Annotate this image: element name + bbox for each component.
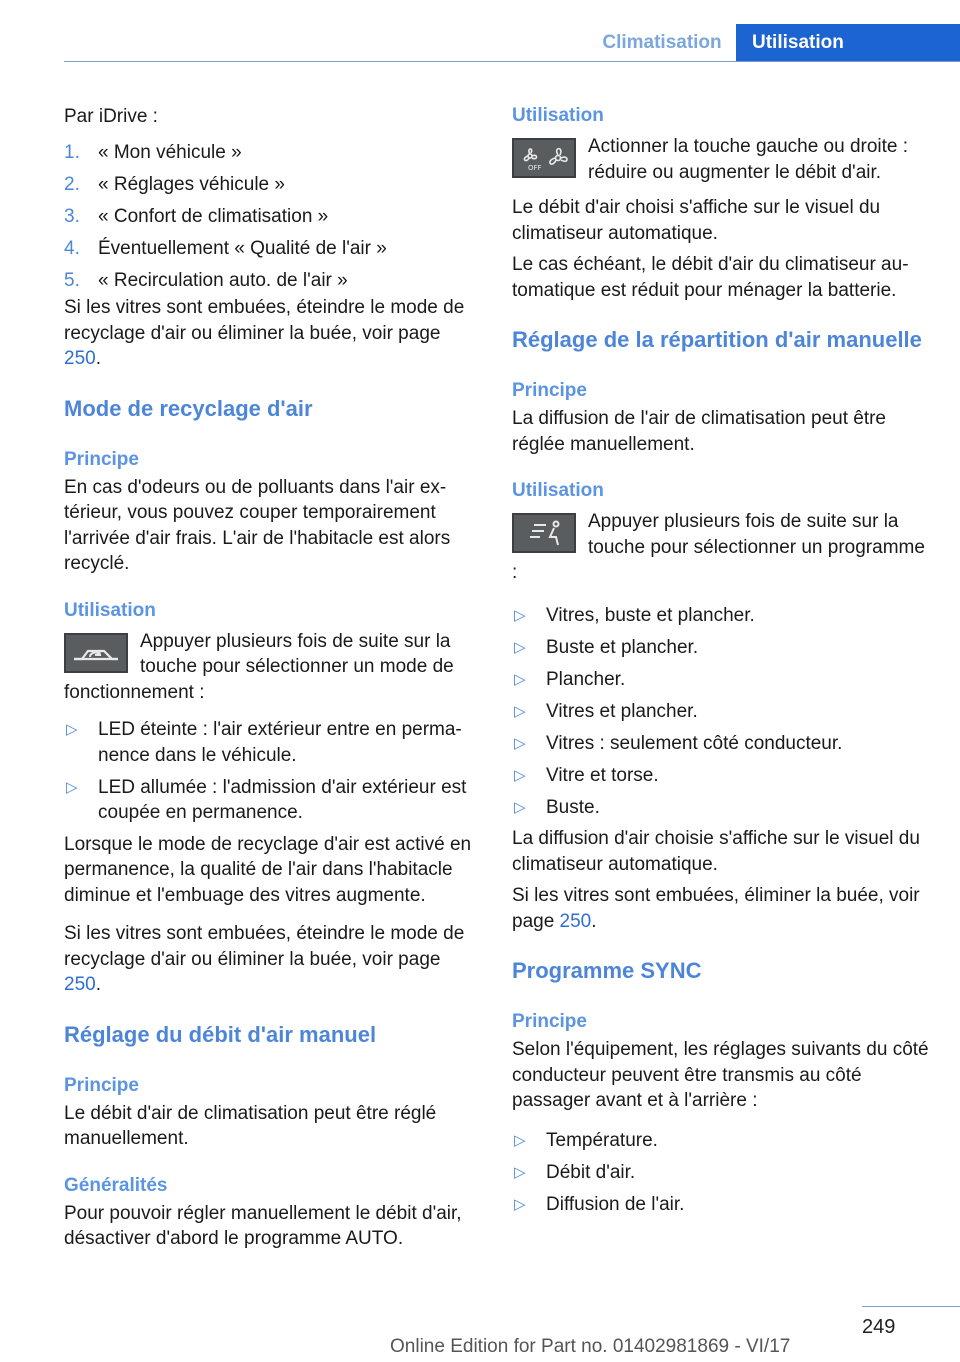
edition-footer: Online Edition for Part no. 01402981869 - VI/17 [390,1336,791,1357]
subsection-title-principle: Principe [512,380,587,401]
header-rule [64,61,960,62]
section-title-recycle: Mode de recyclage d'air [64,395,313,421]
section-title-distribution: Réglage de la répartition d'air manuelle [512,327,922,352]
distribution-principle-text: La diffusion de l'air de climatisation peut être réglée manuellement. [512,408,886,455]
page-number: 249 [862,1316,896,1338]
step-number: 4. [64,237,80,259]
distribution-program-list [512,603,932,821]
subsection-title-usage: Utilisation [64,599,156,621]
airflow-principle-text: Le débit d'air de climatisation peut être réglé manuellement. [64,1102,437,1149]
sync-principle-text: Selon l'équipement, les réglages suivants du côté conducteur peuvent être transmis au côté passager avant et à l'arrière : [512,1039,929,1111]
triangle-bullet-icon: ▷ [514,766,526,784]
right-column [512,100,932,1224]
idrive-steps-list [64,140,480,294]
header-section-label: Climatisation [602,32,722,53]
list-item-text: Vitres et plancher. [546,700,698,722]
list-item [512,667,932,693]
page-link[interactable]: 250 [559,910,592,932]
triangle-bullet-icon: ▷ [514,1195,526,1213]
list-item [512,1160,932,1186]
subsection-title-general: Généralités [64,1174,168,1196]
list-item [64,717,480,768]
recirculation-button-icon [64,633,128,673]
fog-note: Si les vitres sont embuées, éteindre le mode de recyclage d'air ou éliminer la buée, voir page 250. [64,297,465,369]
idrive-intro: Par iDrive : [64,106,158,127]
step-number: 3. [64,205,80,227]
list-item [512,699,932,725]
list-item [64,775,480,826]
subsection-title-usage: Utilisation [512,105,604,126]
list-item-text: Température. [546,1129,658,1151]
airflow-general-text: Pour pouvoir régler manuellement le débit d'air, désactiver d'abord le programme AUTO. [64,1202,462,1249]
air-distribution-button-icon [512,513,576,553]
list-item-text: Vitres : seulement côté conducteur. [546,732,843,754]
recycle-mode-list [64,717,480,826]
list-item-text: LED allumée : l'admission d'air extérieur est coupée en permanence. [98,776,467,823]
list-item-text: Buste et plancher. [546,636,699,658]
triangle-bullet-icon: ▷ [514,638,526,656]
step-text: Éventuellement « Qualité de l'air » [98,237,387,259]
step-number: 5. [64,269,80,291]
list-item-text: Vitre et torse. [546,764,659,786]
list-item [64,204,480,230]
list-item [512,763,932,789]
subsection-title-usage: Utilisation [512,480,604,501]
list-item-text: Débit d'air. [546,1161,636,1183]
list-item-text: Plancher. [546,668,626,690]
section-title-airflow: Réglage du débit d'air manuel [64,1021,377,1047]
triangle-bullet-icon: ▷ [514,798,526,816]
subsection-title-principle: Principe [64,1074,139,1096]
triangle-bullet-icon: ▷ [514,702,526,720]
list-item [512,731,932,757]
recycle-usage-block [64,629,480,706]
step-number: 1. [64,141,80,163]
triangle-bullet-icon: ▷ [514,734,526,752]
fan-speed-button-icon [512,138,576,178]
list-item-text: LED éteinte : l'air extérieur entre en permanence dans le véhicule. [98,719,462,766]
fog-note-text: Si les vitres sont embuées, éteindre le mode de recyclage d'air ou éliminer la buée, voir page [64,923,465,970]
page-link[interactable]: 250 [64,974,96,995]
triangle-bullet-icon: ▷ [66,778,78,796]
list-item [512,1192,932,1218]
triangle-bullet-icon: ▷ [66,721,78,738]
list-item [512,635,932,661]
fog-note-text: Si les vitres sont embuées, éliminer la buée, voir page [512,885,920,932]
fan-usage-block [512,134,932,185]
list-item [64,172,480,198]
list-item-text: Diffusion de l'air. [546,1193,685,1215]
recycle-note: Lorsque le mode de recyclage d'air est activé en permanence, la qualité de l'air dans l'habitacle diminue et l'embuage des vitres augmente. [64,833,472,906]
step-number: 2. [64,173,80,195]
svg-text:OFF: OFF [528,164,542,172]
list-item-text: Buste. [546,796,600,818]
list-item [64,140,480,166]
list-item [512,795,932,821]
fan-usage-text: Actionner la touche gauche ou droite : réduire ou augmenter le débit d'air. [588,136,909,183]
list-item [64,268,480,294]
distribution-usage-block [512,509,932,586]
triangle-bullet-icon: ▷ [514,670,526,688]
list-item [512,603,932,629]
section-title-sync: Programme SYNC [512,958,702,983]
subsection-title-principle: Principe [512,1011,587,1032]
distribution-usage-text: Appuyer plusieurs fois de suite sur la touche pour sélectionner un programme : [512,511,925,583]
header-tab-current: Utilisation [736,24,960,62]
fan-note-battery: Le cas échéant, le débit d'air du climatiseur automatique est réduit pour ménager la batterie. [512,254,909,301]
step-text: « Réglages véhicule » [98,173,285,195]
fog-note: Si les vitres sont embuées, éliminer la buée, voir page 250. [512,885,920,932]
step-text: « Confort de climatisation » [98,205,329,227]
fan-note-display: Le débit d'air choisi s'affiche sur le visuel du climatiseur automatique. [512,197,881,244]
triangle-bullet-icon: ▷ [514,1131,526,1149]
recycle-usage-text: Appuyer plusieurs fois de suite sur la touche pour sélectionner un mode de fonctionnement : [64,630,454,703]
subsection-title-principle: Principe [64,448,139,470]
list-item [64,236,480,262]
sync-settings-list [512,1128,932,1218]
distribution-note: La diffusion d'air choisie s'affiche sur le visuel du climatiseur automatique. [512,828,920,875]
fog-note: Si les vitres sont embuées, éteindre le mode de recyclage d'air ou éliminer la buée, voir page 250. [64,923,465,995]
left-column [64,100,480,1252]
step-text: « Recirculation auto. de l'air » [98,269,348,291]
list-item [512,1128,932,1154]
fog-note-text: Si les vitres sont embuées, éteindre le mode de recyclage d'air ou éliminer la buée, voir page [64,297,465,344]
recycle-principle-text: En cas d'odeurs ou de polluants dans l'air extérieur, vous pouvez couper temporairement l'arrivée d'air frais. L'air de l'habitacle est alors recyclé. [64,476,451,574]
step-text: « Mon véhicule » [98,141,242,163]
triangle-bullet-icon: ▷ [514,1163,526,1181]
triangle-bullet-icon: ▷ [514,606,526,624]
page-link[interactable]: 250 [64,348,96,369]
footer-rule [862,1306,960,1307]
list-item-text: Vitres, buste et plancher. [546,604,755,626]
